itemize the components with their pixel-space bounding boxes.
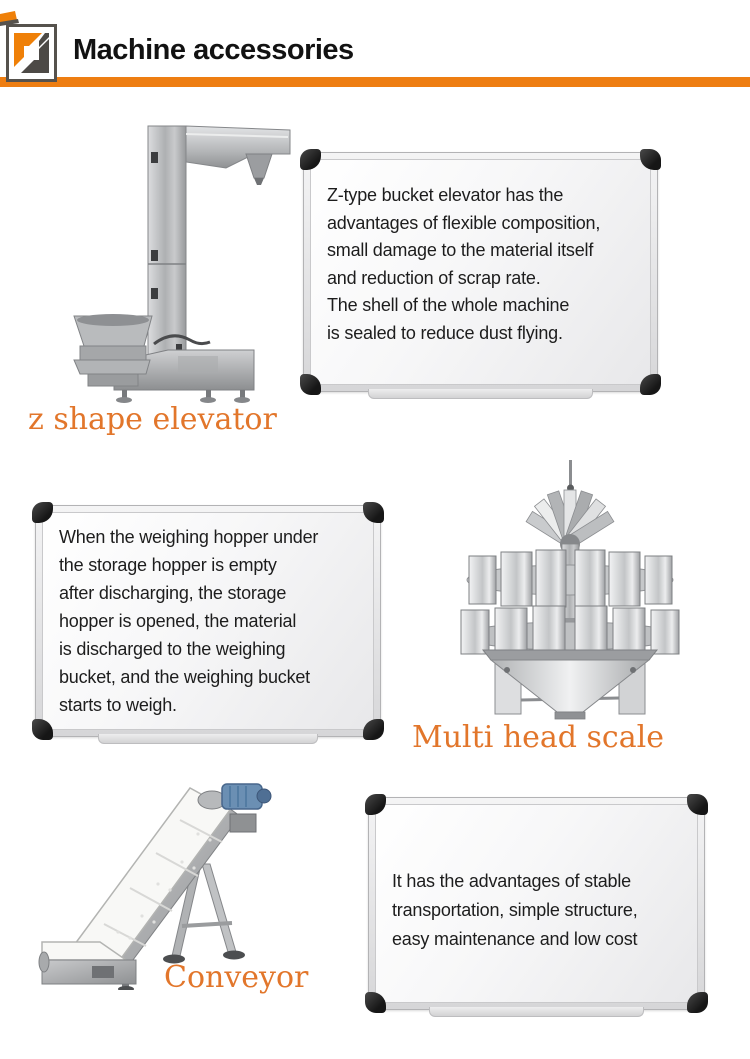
- accent-bar: [0, 77, 750, 87]
- description-line: It has the advantages of stable: [392, 871, 631, 891]
- description-line: small damage to the material itself: [327, 240, 594, 260]
- description-line: is discharged to the weighing: [59, 639, 286, 659]
- board-tray: [368, 389, 594, 399]
- description-line: When the weighing hopper under: [59, 527, 319, 547]
- description-board-conveyor: [368, 797, 705, 1010]
- board-corner: [363, 719, 384, 740]
- section-label-multihead: Multi head scale: [412, 720, 664, 755]
- description-line: transportation, simple structure,: [392, 900, 638, 920]
- description-line: the storage hopper is empty: [59, 555, 277, 575]
- description-line: after discharging, the storage: [59, 583, 287, 603]
- description-line: Z-type bucket elevator has the: [327, 185, 564, 205]
- brand-logo: [6, 24, 57, 82]
- multihead-scale-photo: [443, 458, 699, 720]
- section-label-conveyor: Conveyor: [164, 960, 309, 995]
- description-line: and reduction of scrap rate.: [327, 267, 541, 288]
- board-text: [376, 805, 697, 954]
- board-tray: [98, 734, 318, 744]
- description-board-multihead: [35, 505, 381, 737]
- conveyor-photo: [34, 756, 296, 990]
- description-line: is sealed to reduce dust flying.: [327, 322, 563, 343]
- board-corner: [640, 374, 661, 395]
- description-line: starts to weigh.: [59, 695, 177, 715]
- description-line: bucket, and the weighing bucket: [59, 667, 310, 687]
- board-text: [311, 160, 650, 347]
- section-label-z-elevator: z shape elevator: [28, 402, 277, 437]
- board-text: [43, 513, 373, 719]
- description-line: easy maintenance and low cost: [392, 929, 638, 949]
- board-surface: [42, 512, 374, 730]
- description-line: hopper is opened, the material: [59, 611, 297, 631]
- description-line: The shell of the whole machine: [327, 295, 570, 315]
- description-board-z-elevator: [303, 152, 658, 392]
- page-title: Machine accessories: [73, 34, 354, 66]
- z-elevator-photo: [58, 112, 300, 404]
- description-line: advantages of flexible composition,: [327, 212, 601, 233]
- board-corner: [687, 992, 708, 1013]
- board-surface: [310, 159, 651, 385]
- board-tray: [429, 1007, 643, 1017]
- board-surface: [375, 804, 698, 1003]
- interlocked-g-logo-icon: [12, 31, 51, 75]
